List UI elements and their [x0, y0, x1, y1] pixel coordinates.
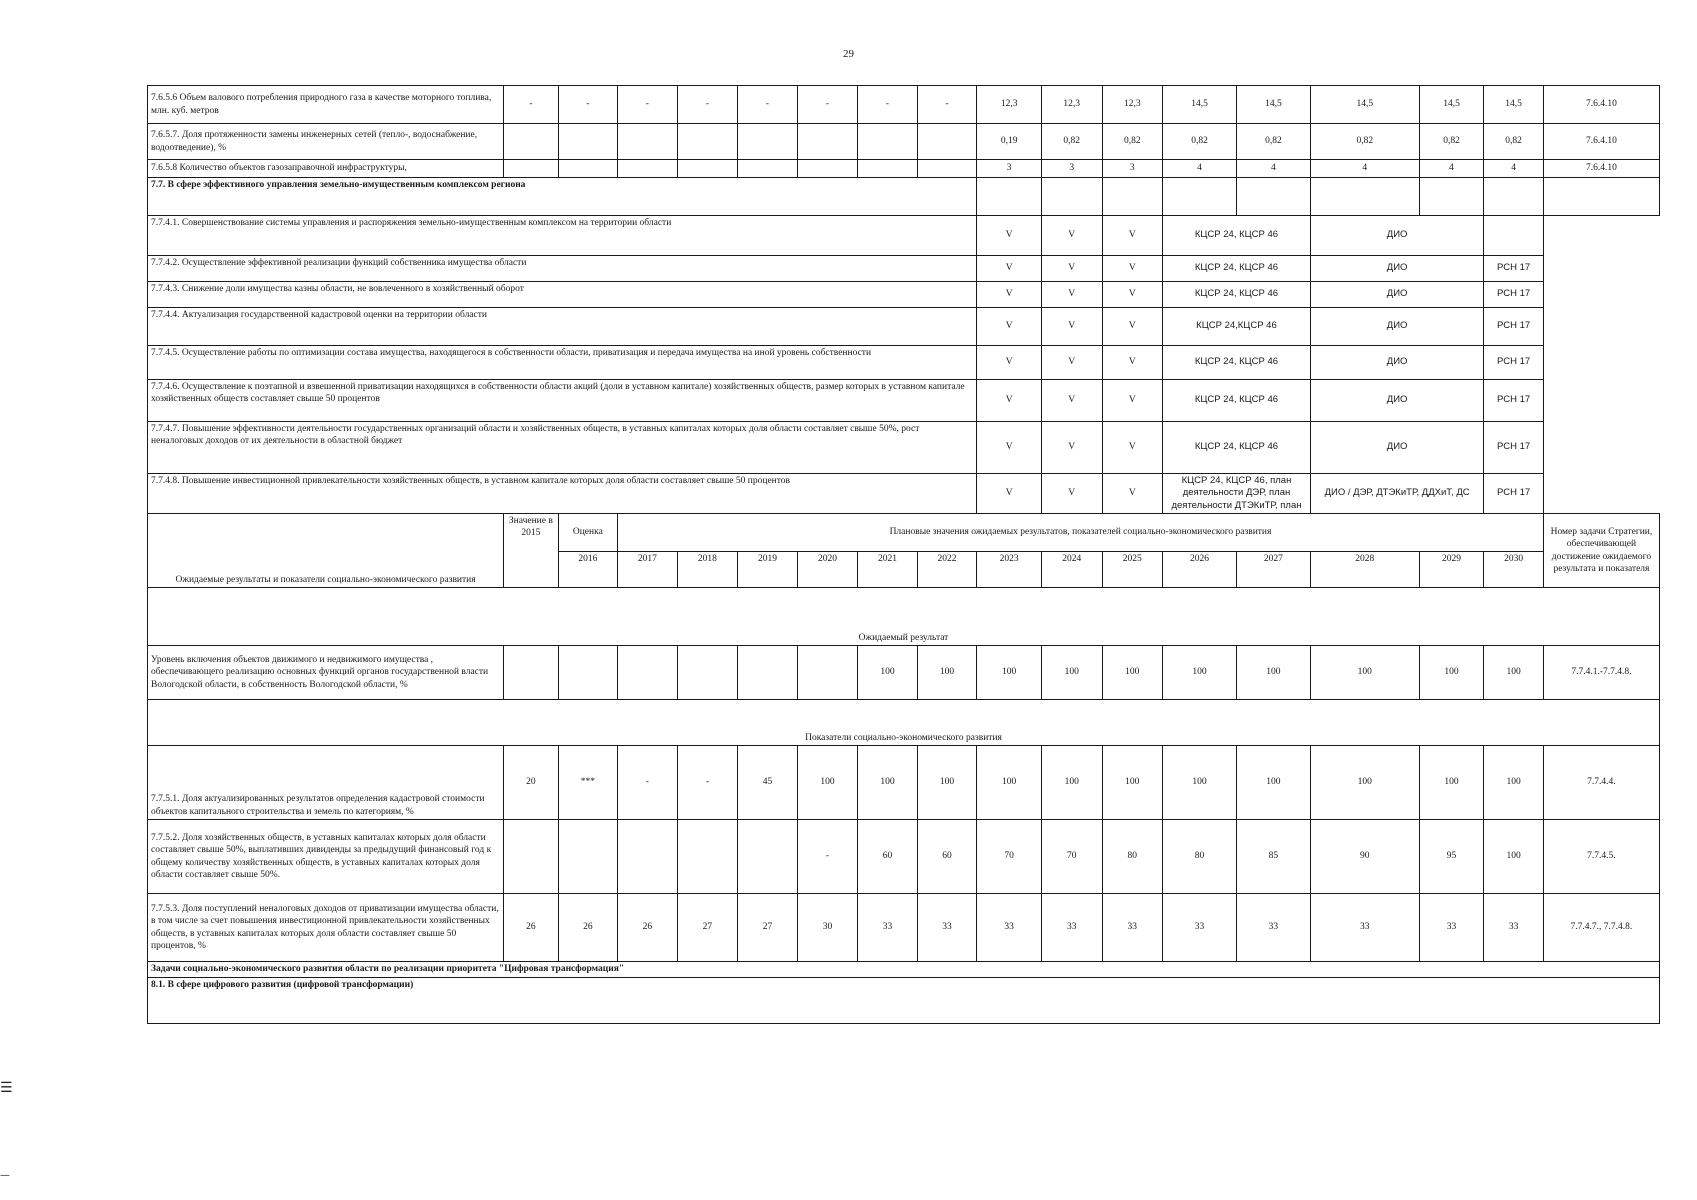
value-cell: 33 — [917, 894, 977, 962]
value-cell: - — [677, 86, 738, 124]
value-cell: 33 — [1484, 894, 1544, 962]
row-label: 7.6.5.8 Количество объектов газозаправочной инфраструктуры, — [148, 160, 504, 178]
value-cell: 100 — [1163, 746, 1237, 820]
value-cell: 26 — [618, 894, 678, 962]
page-number: 29 — [843, 48, 854, 60]
task-label: 7.7.4.4. Актуализация государственной кадастровой оценки на территории области — [148, 308, 977, 346]
year-header: 2029 — [1419, 552, 1484, 588]
value-cell: 3 — [1102, 160, 1163, 178]
value-cell — [504, 646, 558, 700]
value-cell: - — [797, 820, 858, 894]
mark-cell: V — [1041, 282, 1102, 308]
table-row — [148, 474, 1660, 514]
table-row — [148, 820, 1660, 894]
value-cell: 26 — [558, 894, 618, 962]
value-cell: 33 — [1236, 894, 1310, 962]
value-cell: 14,5 — [1419, 86, 1484, 124]
mark-cell: V — [1102, 474, 1163, 514]
kcsr-cell: КЦСР 24, КЦСР 46 — [1163, 256, 1311, 282]
value-cell: 100 — [1236, 746, 1310, 820]
executor-cell: ДИО — [1310, 308, 1483, 346]
mark-cell: V — [977, 282, 1042, 308]
value-cell: 60 — [858, 820, 918, 894]
section-title-81: 8.1. В сфере цифрового развития (цифровой трансформации) — [148, 978, 1660, 1024]
value-cell: 3 — [977, 160, 1042, 178]
empty-cell — [1041, 178, 1102, 216]
mark-cell: V — [1102, 282, 1163, 308]
table-row — [148, 646, 1660, 700]
year-header: 2020 — [797, 552, 858, 588]
table-row — [148, 346, 1660, 380]
value-cell: - — [558, 86, 618, 124]
table-row — [148, 588, 1660, 646]
empty-cell — [977, 178, 1042, 216]
value-cell — [677, 646, 738, 700]
value-cell: - — [677, 746, 738, 820]
kcsr-cell: КЦСР 24, КЦСР 46 — [1163, 380, 1311, 422]
value-cell: 100 — [1041, 746, 1102, 820]
table-row — [148, 746, 1660, 820]
value-cell: 80 — [1102, 820, 1163, 894]
value-cell: 100 — [917, 646, 977, 700]
empty-cell — [1419, 178, 1484, 216]
value-cell: 0,82 — [1163, 124, 1237, 160]
table-row — [148, 894, 1660, 962]
kcsr-cell: КЦСР 24,КЦСР 46 — [1163, 308, 1311, 346]
value-cell — [504, 124, 558, 160]
table-row — [148, 282, 1660, 308]
task-ref: 7.7.4.1.-7.7.4.8. — [1543, 646, 1659, 700]
value-cell: - — [504, 86, 558, 124]
empty-cell — [1163, 178, 1237, 216]
table-row — [148, 124, 1660, 160]
empty-cell — [1543, 178, 1659, 216]
task-ref: РСН 17 — [1484, 282, 1544, 308]
task-ref: РСН 17 — [1484, 256, 1544, 282]
task-ref: 7.6.4.10 — [1543, 160, 1659, 178]
value-cell: - — [738, 86, 798, 124]
mark-cell: V — [977, 256, 1042, 282]
task-ref: 7.7.4.5. — [1543, 820, 1659, 894]
value-cell: 85 — [1236, 820, 1310, 894]
value-cell: 33 — [1163, 894, 1237, 962]
value-cell — [558, 124, 618, 160]
task-ref: РСН 17 — [1484, 380, 1544, 422]
executor-cell: ДИО — [1310, 216, 1483, 256]
year-header: 2025 — [1102, 552, 1163, 588]
value-cell: 90 — [1310, 820, 1419, 894]
value-cell: 33 — [1310, 894, 1419, 962]
year-header: 2024 — [1041, 552, 1102, 588]
value-cell: 45 — [738, 746, 798, 820]
table-row — [148, 160, 1660, 178]
value-cell — [797, 646, 858, 700]
header-results: Ожидаемые результаты и показатели социально-экономического развития — [148, 514, 504, 588]
value-cell — [917, 124, 977, 160]
year-header: 2019 — [738, 552, 798, 588]
executor-cell: ДИО — [1310, 346, 1483, 380]
mark-cell: V — [977, 422, 1042, 474]
value-cell: 0,82 — [1484, 124, 1544, 160]
value-cell: 100 — [858, 646, 918, 700]
table-row — [148, 256, 1660, 282]
value-cell: 12,3 — [1041, 86, 1102, 124]
margin-dash: — — [0, 1170, 10, 1181]
value-cell — [504, 820, 558, 894]
value-cell: 14,5 — [1236, 86, 1310, 124]
value-cell — [677, 124, 738, 160]
year-header: 2023 — [977, 552, 1042, 588]
value-cell: 0,82 — [1102, 124, 1163, 160]
value-cell: 0,82 — [1236, 124, 1310, 160]
mark-cell: V — [977, 216, 1042, 256]
value-cell — [858, 160, 918, 178]
value-cell: 12,3 — [1102, 86, 1163, 124]
value-cell — [858, 124, 918, 160]
year-header: 2021 — [858, 552, 918, 588]
value-cell — [618, 820, 678, 894]
value-cell — [738, 124, 798, 160]
value-cell — [797, 160, 858, 178]
value-cell: 33 — [1102, 894, 1163, 962]
value-cell: 100 — [797, 746, 858, 820]
table-row — [148, 308, 1660, 346]
value-cell: 4 — [1163, 160, 1237, 178]
value-cell: 27 — [738, 894, 798, 962]
executor-cell: ДИО — [1310, 282, 1483, 308]
value-cell — [917, 160, 977, 178]
value-cell: 100 — [1041, 646, 1102, 700]
value-cell — [738, 820, 798, 894]
value-cell: - — [618, 746, 678, 820]
table-row — [148, 700, 1660, 746]
value-cell — [677, 160, 738, 178]
mark-cell: V — [1041, 380, 1102, 422]
table-row — [148, 422, 1660, 474]
value-cell — [558, 646, 618, 700]
value-cell: 4 — [1310, 160, 1419, 178]
value-cell: 100 — [1419, 646, 1484, 700]
table-row — [148, 380, 1660, 422]
value-cell: 100 — [977, 746, 1042, 820]
kcsr-cell: КЦСР 24, КЦСР 46, план деятельности ДЭР, план деятельности ДТЭКиТР, план — [1163, 474, 1311, 514]
value-cell: 26 — [504, 894, 558, 962]
value-cell: 0,82 — [1310, 124, 1419, 160]
task-ref: 7.7.4.4. — [1543, 746, 1659, 820]
mark-cell: V — [1041, 256, 1102, 282]
table-row — [148, 514, 1660, 552]
value-cell: 100 — [858, 746, 918, 820]
mark-cell: V — [977, 474, 1042, 514]
mark-cell: V — [977, 380, 1042, 422]
task-label: 7.7.4.1. Совершенствование системы управления и распоряжения земельно-имущественным комплексом на территории области — [148, 216, 977, 256]
kcsr-cell: КЦСР 24, КЦСР 46 — [1163, 216, 1311, 256]
value-cell: 100 — [1102, 646, 1163, 700]
value-cell: 0,82 — [1419, 124, 1484, 160]
value-cell — [738, 160, 798, 178]
task-ref: РСН 17 — [1484, 422, 1544, 474]
task-label: 7.7.4.5. Осуществление работы по оптимизации состава имущества, находящегося в собственности области, приватизация и передача имущества на иной уровень собственности — [148, 346, 977, 380]
row-label: 7.6.5.6 Объем валового потребления природного газа в качестве моторного топлива, млн. куб. метров — [148, 86, 504, 124]
value-cell: - — [797, 86, 858, 124]
kcsr-cell: КЦСР 24, КЦСР 46 — [1163, 422, 1311, 474]
executor-cell: ДИО / ДЭР, ДТЭКиТР, ДДХиТ, ДС — [1310, 474, 1483, 514]
task-label: 7.7.4.2. Осуществление эффективной реализации функций собственника имущества области — [148, 256, 977, 282]
value-cell: 95 — [1419, 820, 1484, 894]
mark-cell: V — [977, 346, 1042, 380]
value-cell — [504, 160, 558, 178]
value-cell: 0,82 — [1041, 124, 1102, 160]
expected-result-title: Ожидаемый результат — [148, 588, 1660, 646]
value-cell: 80 — [1163, 820, 1237, 894]
value-cell: 70 — [977, 820, 1042, 894]
strategy-table — [147, 85, 1660, 1024]
year-header: 2026 — [1163, 552, 1237, 588]
value-cell: 70 — [1041, 820, 1102, 894]
kcsr-cell: КЦСР 24, КЦСР 46 — [1163, 346, 1311, 380]
header-plan: Плановые значения ожидаемых результатов, показателей социально-экономического развития — [618, 514, 1544, 552]
mark-cell: V — [977, 308, 1042, 346]
value-cell: 33 — [858, 894, 918, 962]
value-cell: 4 — [1236, 160, 1310, 178]
mark-cell: V — [1102, 422, 1163, 474]
mark-cell: V — [1102, 256, 1163, 282]
table-row — [148, 978, 1660, 1024]
row-label: 7.6.5.7. Доля протяженности замены инженерных сетей (тепло-, водоснабжение, водоотведение), % — [148, 124, 504, 160]
value-cell: 4 — [1419, 160, 1484, 178]
value-cell: 100 — [1419, 746, 1484, 820]
row-label: Уровень включения объектов движимого и недвижимого имущества , обеспечивающего реализацию основных функций органов государственной власти Вологодской области, в собственность Вологодской области, % — [148, 646, 504, 700]
value-cell: - — [858, 86, 918, 124]
value-cell: 4 — [1484, 160, 1544, 178]
mark-cell: V — [1041, 308, 1102, 346]
row-label: 7.7.5.1. Доля актуализированных результатов определения кадастровой стоимости объектов капитального строительства и земель по категориям, % — [148, 746, 504, 820]
header-2015: Значение в 2015 — [504, 514, 558, 588]
task-ref: 7.7.4.7., 7.7.4.8. — [1543, 894, 1659, 962]
mark-cell: V — [1041, 346, 1102, 380]
task-label: 7.7.4.6. Осуществление к поэтапной и взвешенной приватизации находящихся в собственности области акций (доли в уставном капитале) хозяйственных обществ, размер которых в уставном капитале хозяйственных обществ составляет свыше 50 процентов — [148, 380, 977, 422]
value-cell: 100 — [1236, 646, 1310, 700]
value-cell: *** — [558, 746, 618, 820]
value-cell — [677, 820, 738, 894]
indicators-title: Показатели социально-экономического развития — [148, 700, 1660, 746]
mark-cell: V — [1041, 474, 1102, 514]
value-cell — [797, 124, 858, 160]
task-ref: 7.6.4.10 — [1543, 86, 1659, 124]
empty-cell — [1102, 178, 1163, 216]
value-cell: 14,5 — [1310, 86, 1419, 124]
value-cell: 100 — [1102, 746, 1163, 820]
value-cell: 0,19 — [977, 124, 1042, 160]
year-header: 2027 — [1236, 552, 1310, 588]
table-row — [148, 216, 1660, 256]
value-cell: 14,5 — [1484, 86, 1544, 124]
value-cell — [618, 124, 678, 160]
task-ref: РСН 17 — [1484, 308, 1544, 346]
mark-cell: V — [1102, 346, 1163, 380]
year-header: 2028 — [1310, 552, 1419, 588]
mark-cell: V — [1041, 216, 1102, 256]
value-cell: 100 — [1484, 746, 1544, 820]
year-header: 2017 — [618, 552, 678, 588]
value-cell: 100 — [977, 646, 1042, 700]
value-cell: 100 — [1310, 746, 1419, 820]
year-header: 2022 — [917, 552, 977, 588]
value-cell: 100 — [1484, 646, 1544, 700]
empty-cell — [1484, 178, 1544, 216]
margin-mark: ☰ — [0, 1080, 13, 1096]
value-cell — [558, 160, 618, 178]
value-cell: - — [618, 86, 678, 124]
year-header: 2018 — [677, 552, 738, 588]
value-cell: - — [917, 86, 977, 124]
task-ref: 7.6.4.10 — [1543, 124, 1659, 160]
table-row — [148, 178, 1660, 216]
value-cell: 33 — [1419, 894, 1484, 962]
value-cell: 3 — [1041, 160, 1102, 178]
value-cell: 30 — [797, 894, 858, 962]
row-label: 7.7.5.3. Доля поступлений неналоговых доходов от приватизации имущества области, в том числе за счет повышения инвестиционной привлекательности хозяйственных обществ, в уставных капиталах которых доля области составляет свыше 50 процентов, % — [148, 894, 504, 962]
value-cell: 33 — [1041, 894, 1102, 962]
kcsr-cell: КЦСР 24, КЦСР 46 — [1163, 282, 1311, 308]
value-cell — [738, 646, 798, 700]
value-cell — [558, 820, 618, 894]
table-row — [148, 962, 1660, 978]
header-estimate: Оценка — [558, 514, 618, 552]
value-cell: 100 — [1163, 646, 1237, 700]
value-cell: 100 — [1310, 646, 1419, 700]
value-cell: 12,3 — [977, 86, 1042, 124]
value-cell: 100 — [1484, 820, 1544, 894]
value-cell: 14,5 — [1163, 86, 1237, 124]
task-label: 7.7.4.3. Снижение доли имущества казны области, не вовлеченного в хозяйственный оборот — [148, 282, 977, 308]
empty-cell — [1236, 178, 1310, 216]
executor-cell: ДИО — [1310, 380, 1483, 422]
value-cell: 100 — [917, 746, 977, 820]
mark-cell: V — [1102, 308, 1163, 346]
value-cell — [618, 160, 678, 178]
task-ref: РСН 17 — [1484, 474, 1544, 514]
value-cell — [618, 646, 678, 700]
executor-cell: ДИО — [1310, 256, 1483, 282]
value-cell: 20 — [504, 746, 558, 820]
header-task-no: Номер задачи Стратегии, обеспечивающей достижение ожидаемого результата и показателя — [1543, 514, 1659, 588]
mark-cell: V — [1041, 422, 1102, 474]
digital-title: Задачи социально-экономического развития области по реализации приоритета "Цифровая трансформация" — [148, 962, 1660, 978]
mark-cell: V — [1102, 380, 1163, 422]
empty-cell — [1310, 178, 1419, 216]
year-header: 2030 — [1484, 552, 1544, 588]
task-ref — [1484, 216, 1544, 256]
task-label: 7.7.4.7. Повышение эффективности деятельности государственных организаций области и хозяйственных обществ, в уставных капиталах которых доля области составляет свыше 50%, рост неналоговых доходов от их деятельности в областной бюджет — [148, 422, 977, 474]
value-cell: 33 — [977, 894, 1042, 962]
task-ref: РСН 17 — [1484, 346, 1544, 380]
year-header: 2016 — [558, 552, 618, 588]
row-label: 7.7.5.2. Доля хозяйственных обществ, в уставных капиталах которых доля области составляет свыше 50%, выплативших дивиденды за предыдущий финансовый год к общему количеству хозяйственных обществ, в уставных капиталах которых доля области составляет свыше 50%. — [148, 820, 504, 894]
executor-cell: ДИО — [1310, 422, 1483, 474]
table-row — [148, 86, 1660, 124]
mark-cell: V — [1102, 216, 1163, 256]
section-title: 7.7. В сфере эффективного управления земельно-имущественным комплексом региона — [148, 178, 977, 216]
value-cell: 27 — [677, 894, 738, 962]
value-cell: 60 — [917, 820, 977, 894]
task-label: 7.7.4.8. Повышение инвестиционной привлекательности хозяйственных обществ, в уставном капитале которых доля области составляет свыше 50 процентов — [148, 474, 977, 514]
